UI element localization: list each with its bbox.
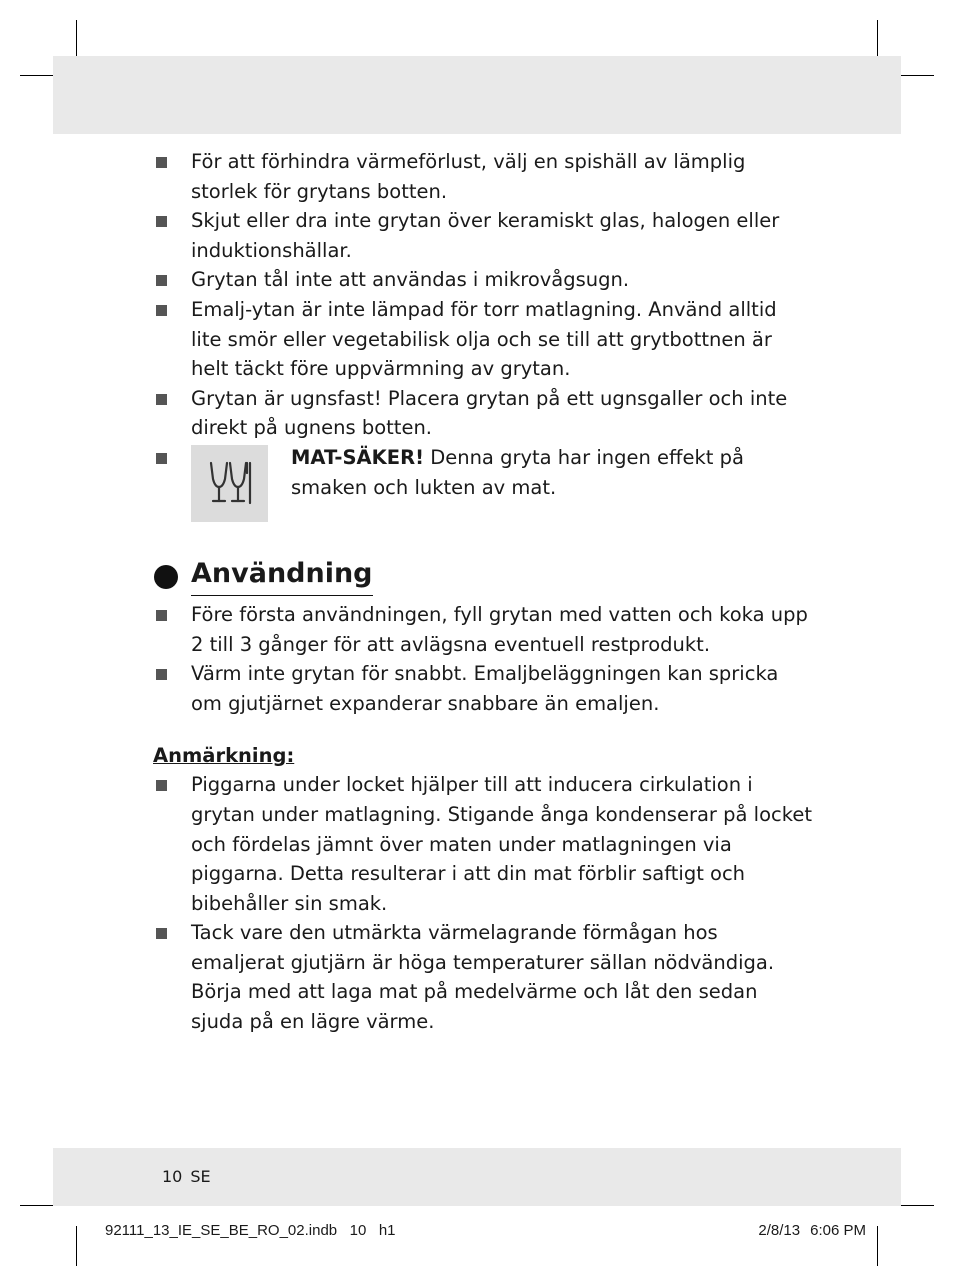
square-bullet-icon xyxy=(156,157,167,168)
page-number: 10 xyxy=(162,1167,183,1186)
header-band xyxy=(53,56,901,134)
square-bullet-icon xyxy=(156,216,167,227)
list-item: Skjut eller dra inte grytan över keramiskt glas, halogen eller induktionshällar. xyxy=(153,206,813,265)
square-bullet-icon xyxy=(156,928,167,939)
list-item: För att förhindra värmeförlust, välj en spishäll av lämplig storlek för grytans botten. xyxy=(153,147,813,206)
list-item: Emalj-ytan är inte lämpad för torr matlagning. Använd alltid lite smör eller vegetabilisk olja och se till att grytbottnen är helt täckt före uppvärmning av grytan. xyxy=(153,295,813,384)
page-number-footer xyxy=(162,1166,211,1188)
crop-mark xyxy=(877,1226,878,1266)
square-bullet-icon xyxy=(156,453,167,464)
square-bullet-icon xyxy=(156,610,167,621)
print-slug-file: 92111_13_IE_SE_BE_RO_02.indb 10 h1 xyxy=(105,1222,396,1239)
language-code: SE xyxy=(190,1167,211,1186)
bullet-list-precautions xyxy=(153,147,813,522)
food-safe-text xyxy=(291,443,813,502)
section-title: Användning xyxy=(191,556,373,596)
food-safe-description: Denna gryta har ingen effekt på smaken och lukten av mat. xyxy=(291,445,744,499)
crop-mark xyxy=(898,75,934,76)
print-date: 2/8/13 xyxy=(758,1222,801,1239)
section-dot-icon xyxy=(154,565,178,589)
food-safe-label: MAT-SÄKER! xyxy=(291,445,424,469)
square-bullet-icon xyxy=(156,780,167,791)
list-item: Piggarna under locket hjälper till att inducera cirkulation i grytan under matlagning. Stigande ånga kondenserar på locket och fördelas jämnt över maten under matlagningen via piggarna. Detta resulterar i att din mat förblir saftigt och bibehåller sin smak. xyxy=(153,770,813,918)
print-slug-datetime xyxy=(758,1221,866,1241)
page-content xyxy=(153,147,813,1037)
list-item: Grytan är ugnsfast! Placera grytan på ett ugnsgaller och inte direkt på ugnens botten. xyxy=(153,384,813,443)
square-bullet-icon xyxy=(156,394,167,405)
list-item: Tack vare den utmärkta värmelagrande förmågan hos emaljerat gjutjärn är höga temperaturer sällan nödvändiga. Börja med att laga mat på medelvärme och låt den sedan sjuda på en lägre värme. xyxy=(153,918,813,1036)
glass-fork-food-safe-icon xyxy=(208,459,252,507)
crop-mark xyxy=(20,75,56,76)
list-item: Grytan tål inte att användas i mikrovågsugn. xyxy=(153,265,813,295)
print-time: 6:06 PM xyxy=(810,1222,866,1239)
list-item: Värm inte grytan för snabbt. Emaljbeläggningen kan spricka om gjutjärnet expanderar snabbare än emaljen. xyxy=(153,659,813,718)
square-bullet-icon xyxy=(156,305,167,316)
note-heading: Anmärkning: xyxy=(153,744,295,768)
food-safe-row xyxy=(191,443,813,522)
square-bullet-icon xyxy=(156,669,167,680)
crop-mark xyxy=(20,1205,56,1206)
bullet-list-usage xyxy=(153,600,813,718)
crop-mark xyxy=(898,1205,934,1206)
crop-mark xyxy=(76,1226,77,1266)
food-safe-item xyxy=(153,443,813,522)
square-bullet-icon xyxy=(156,275,167,286)
bullet-list-note xyxy=(153,770,813,1036)
food-safe-icon-box xyxy=(191,445,268,522)
section-heading xyxy=(153,556,813,600)
list-item: Före första användningen, fyll grytan med vatten och koka upp 2 till 3 gånger för att avlägsna eventuell restprodukt. xyxy=(153,600,813,659)
